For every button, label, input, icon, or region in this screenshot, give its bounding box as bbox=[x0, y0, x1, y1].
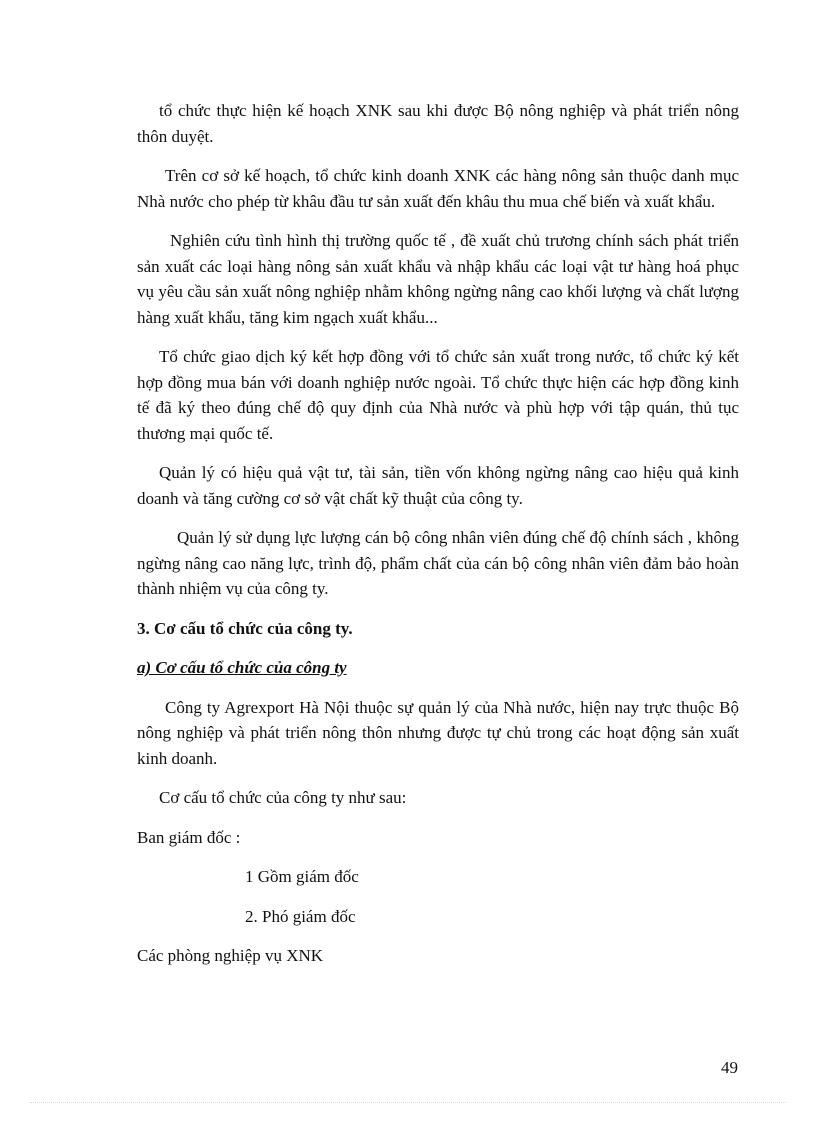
subsection-heading: a) Cơ cấu tổ chức của công ty bbox=[137, 658, 347, 677]
paragraph-1: tổ chức thực hiện kế hoạch XNK sau khi được Bộ nông nghiệp và phát triển nông thôn duyệt. bbox=[137, 101, 739, 146]
text-block bbox=[137, 98, 739, 983]
departments-label: Các phòng nghiệp vụ XNK bbox=[137, 946, 324, 965]
paragraph-6: Quản lý sử dụng lực lượng cán bộ công nhân viên đúng chế độ chính sách , không ngừng nâng cao năng lực, trình độ, phẩm chất của cán bộ công nhân viên đảm bảo hoàn thành nhiệm vụ của công ty. bbox=[137, 528, 739, 598]
board-label: Ban giám đốc : bbox=[137, 827, 241, 847]
page-number: 49 bbox=[721, 1058, 738, 1077]
intro-paragraph: Công ty Agrexport Hà Nội thuộc sự quản lý của Nhà nước, hiện nay trực thuộc Bộ nông nghiệp và phát triển nông thôn nhưng được tự chủ trong các hoạt động sản xuất kinh doanh. bbox=[137, 697, 739, 768]
board-item-deputy-director: 2. Phó giám đốc bbox=[245, 906, 356, 926]
paragraph-3: Nghiên cứu tình hình thị trường quốc tế , đề xuất chủ trương chính sách phát triển sản xuất các loại hàng nông sản xuất khẩu và nhập khẩu các loại vật tư hàng hoá phục vụ yêu cầu sản xuất nông nghiệp nhằm không ngừng nâng cao khối lượng và chất lượng hàng xuất khẩu, tăng kim ngạch xuất khẩu... bbox=[137, 231, 739, 327]
structure-intro: Cơ cấu tổ chức của công ty như sau: bbox=[159, 788, 407, 807]
paragraph-2: Trên cơ sở kế hoạch, tổ chức kinh doanh XNK các hàng nông sản thuộc danh mục Nhà nước cho phép từ khâu đầu tư sản xuất đến khâu thu mua chế biến và xuất khẩu. bbox=[137, 166, 739, 211]
section-heading: 3. Cơ cấu tổ chức của công ty. bbox=[137, 618, 353, 638]
footer-divider bbox=[30, 1102, 786, 1103]
paragraph-4: Tổ chức giao dịch ký kết hợp đồng với tổ chức sản xuất trong nước, tổ chức ký kết hợp đồng mua bán với doanh nghiệp nước ngoài. Tổ chức thực hiện các hợp đồng kinh tế đã ký theo đúng chế độ quy định của Nhà nước và phù hợp với tập quán, thủ tục thương mại quốc tế. bbox=[137, 347, 739, 443]
board-item-director: 1 Gồm giám đốc bbox=[245, 867, 359, 886]
paragraph-5: Quản lý có hiệu quả vật tư, tài sản, tiền vốn không ngừng nâng cao hiệu quả kinh doanh và tăng cường cơ sở vật chất kỹ thuật của công ty. bbox=[137, 463, 739, 508]
